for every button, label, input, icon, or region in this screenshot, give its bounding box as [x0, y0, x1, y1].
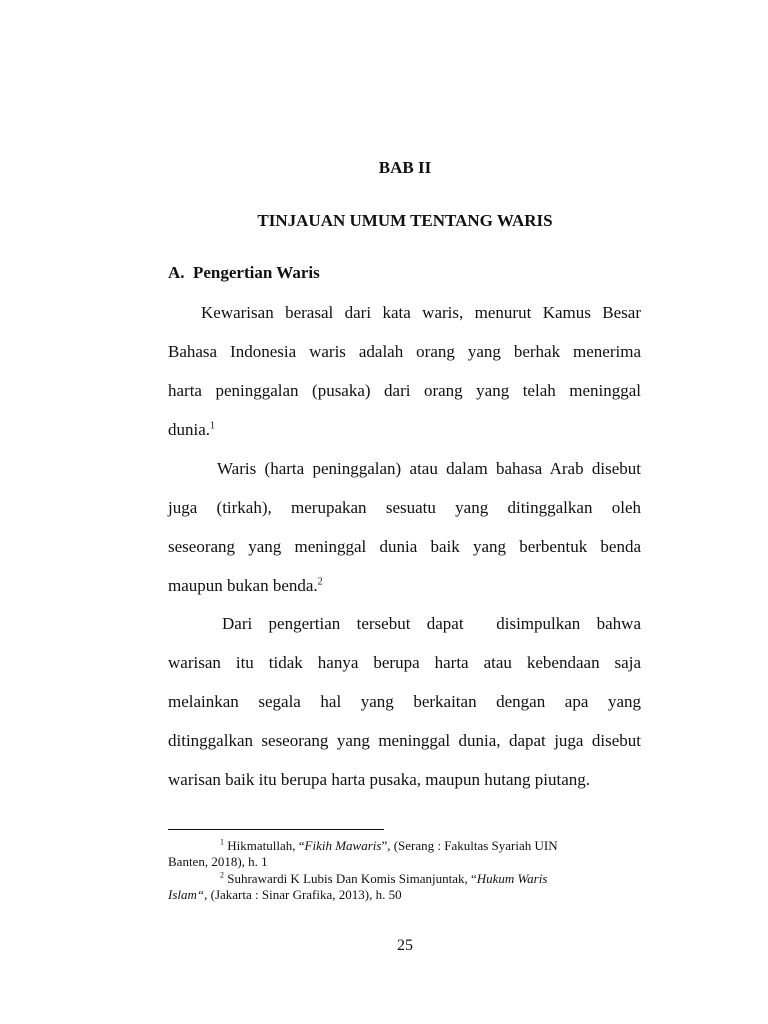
chapter-label: BAB II	[378, 158, 432, 177]
paragraph-3-line: melainkan segala hal yang berkaitan dengan apa yang	[168, 692, 641, 711]
paragraph-2-last-line	[168, 575, 641, 597]
footnote-2-publisher: , (Jakarta : Sinar Grafika, 2013), h. 50	[204, 887, 402, 902]
footnote-1-title: Fikih Mawaris	[304, 838, 382, 853]
chapter-title: TINJAUAN UMUM TENTANG WARIS	[257, 211, 553, 230]
paragraph-1-text: dunia.	[168, 420, 211, 439]
paragraph-3-line: Dari pengertian tersebut dapat disimpulkan bahwa	[222, 614, 641, 633]
footnote-1-publisher: ”, (Serang : Fakultas Syariah UIN	[381, 838, 558, 853]
footnote-1-number: 1	[220, 837, 224, 847]
footnote-ref-2: 2	[317, 576, 323, 588]
paragraph-2-line: juga (tirkah), merupakan sesuatu yang ditinggalkan oleh	[168, 498, 641, 517]
footnote-2-number: 2	[220, 870, 224, 880]
paragraph-1-line: Bahasa Indonesia waris adalah orang yang berhak menerima	[168, 342, 641, 361]
footnote-1-author: Hikmatullah, “	[227, 838, 305, 853]
footnote-2-continuation	[168, 887, 402, 903]
paragraph-2-line: seseorang yang meninggal dunia baik yang berbentuk benda	[168, 537, 641, 556]
paragraph-3-line: warisan itu tidak hanya berupa harta atau kebendaan saja	[168, 653, 641, 672]
paragraph-2-line: Waris (harta peninggalan) atau dalam bahasa Arab disebut	[217, 459, 641, 478]
paragraph-1-last-line	[168, 419, 641, 441]
footnote-1-continuation: Banten, 2018), h. 1	[168, 854, 268, 869]
footnote-2-title: Hukum Waris	[476, 871, 548, 886]
section-title: Pengertian Waris	[193, 263, 320, 282]
paragraph-3-line: warisan baik itu berupa harta pusaka, maupun hutang piutang.	[168, 770, 591, 789]
footnote-2-title-end: Islam“	[168, 887, 205, 902]
section-number: A.	[168, 263, 185, 282]
section-heading	[168, 263, 320, 283]
paragraph-2-text: maupun bukan benda.	[168, 576, 318, 595]
paragraph-1-line: Kewarisan berasal dari kata waris, menurut Kamus Besar	[201, 303, 641, 322]
page-number: 25	[397, 937, 413, 954]
footnote-2	[220, 871, 547, 887]
footnote-2-author: Suhrawardi K Lubis Dan Komis Simanjuntak, “	[227, 871, 477, 886]
footnote-separator	[168, 829, 384, 830]
paragraph-1-line: harta peninggalan (pusaka) dari orang yang telah meninggal	[168, 381, 641, 400]
footnote-1	[220, 838, 558, 854]
paragraph-3-line: ditinggalkan seseorang yang meninggal dunia, dapat juga disebut	[168, 731, 641, 750]
footnote-ref-1: 1	[210, 420, 216, 432]
